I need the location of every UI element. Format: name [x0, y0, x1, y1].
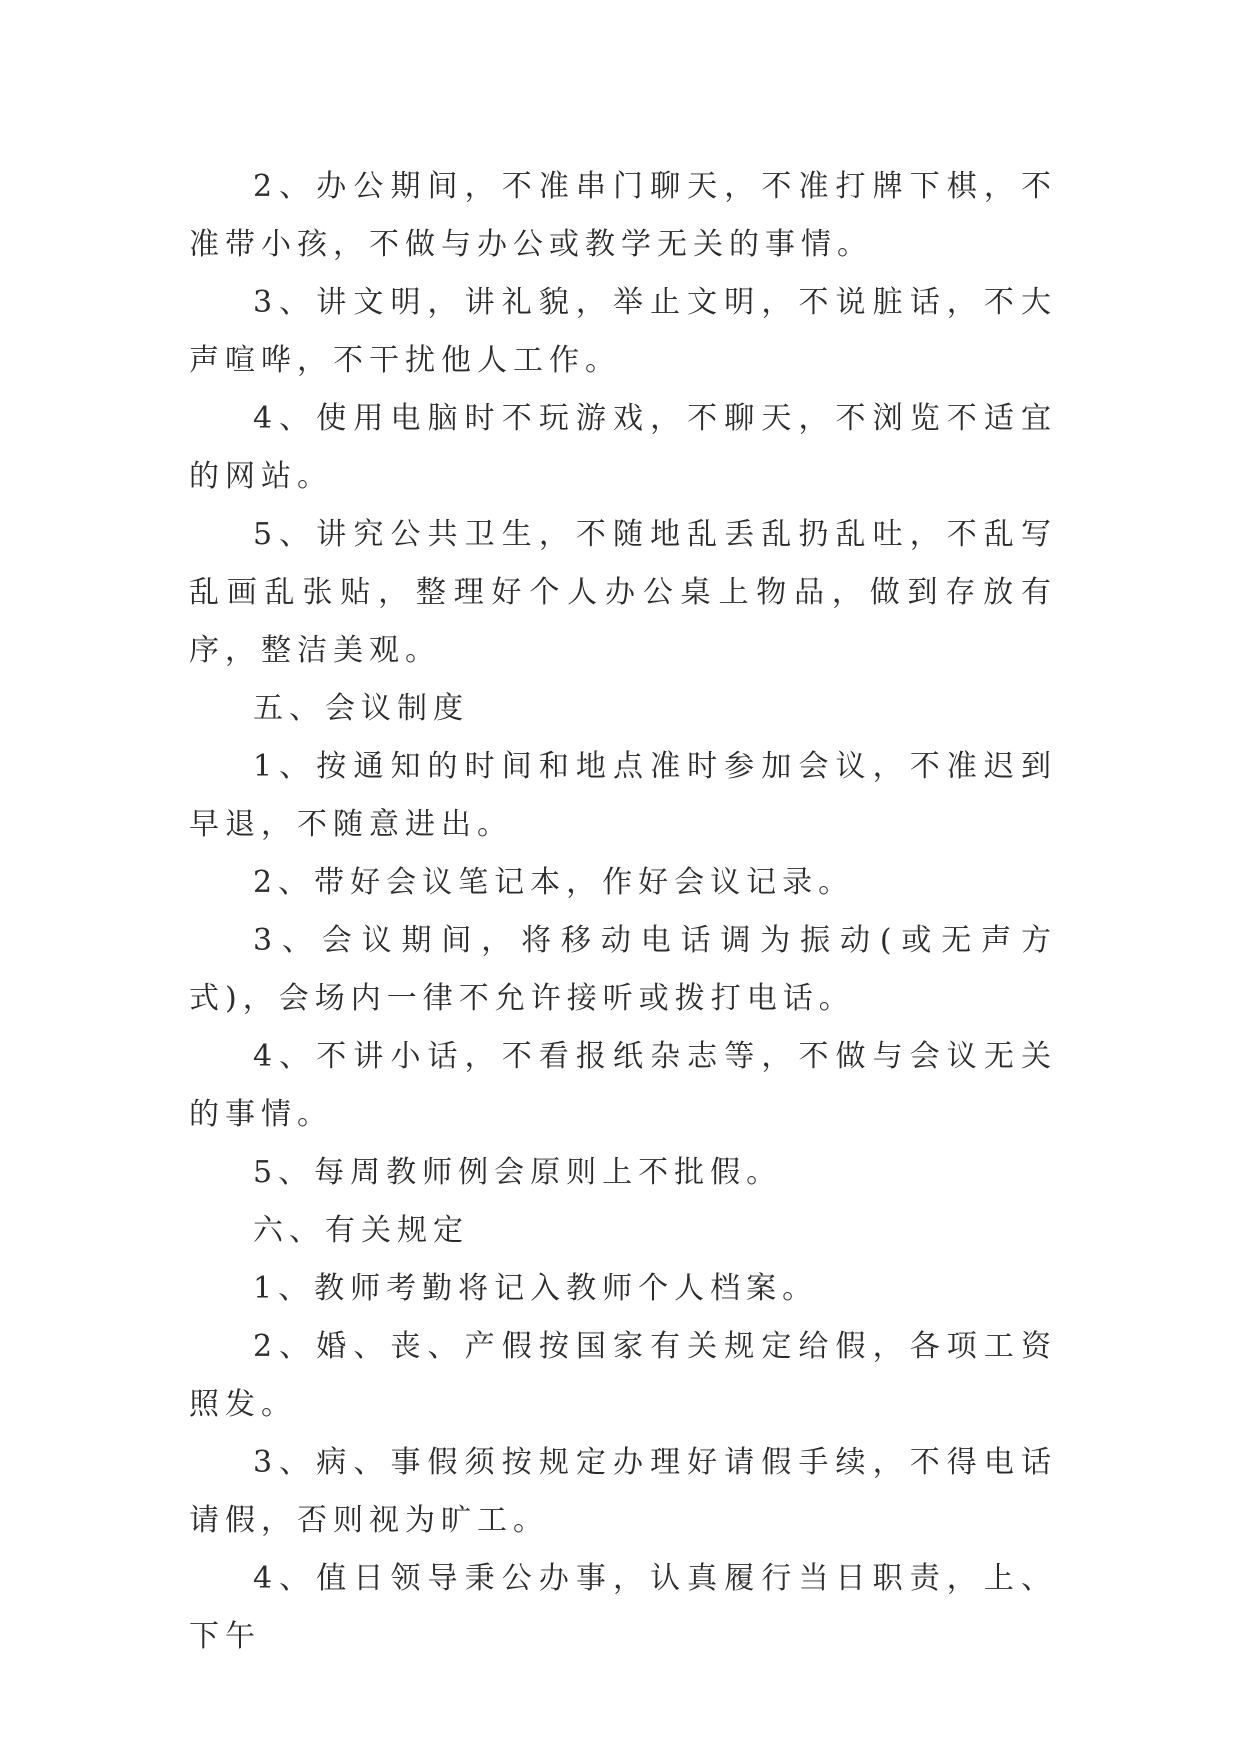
- paragraph: 2、带好会议笔记本，作好会议记录。: [253, 865, 855, 900]
- paragraph: 3、讲文明，讲礼貌，举止文明，不说脏话，不大声喧哗，不干扰他人工作。: [189, 285, 1057, 378]
- paragraph: 2、办公期间，不准串门聊天，不准打牌下棋，不准带小孩，不做与办公或教学无关的事情。: [189, 169, 1057, 262]
- paragraph: 3、会议期间，将移动电话调为振动(或无声方式)，会场内一律不允许接听或拨打电话。: [189, 923, 1057, 1016]
- paragraph: 2、婚、丧、产假按国家有关规定给假，各项工资照发。: [189, 1329, 1057, 1422]
- paragraph: 4、使用电脑时不玩游戏，不聊天，不浏览不适宜的网站。: [189, 401, 1057, 494]
- section-heading: 五、会议制度: [253, 691, 469, 726]
- paragraph: 5、讲究公共卫生，不随地乱丢乱扔乱吐，不乱写乱画乱张贴，整理好个人办公桌上物品，做到存放有序，整洁美观。: [189, 517, 1057, 668]
- section-heading: 六、有关规定: [253, 1213, 469, 1248]
- paragraph: 1、教师考勤将记入教师个人档案。: [253, 1271, 819, 1306]
- paragraph: 4、不讲小话，不看报纸杂志等，不做与会议无关的事情。: [189, 1039, 1057, 1132]
- paragraph: 5、每周教师例会原则上不批假。: [253, 1155, 783, 1190]
- paragraph: 1、按通知的时间和地点准时参加会议，不准迟到早退，不随意进出。: [189, 749, 1057, 842]
- paragraph: 3、病、事假须按规定办理好请假手续，不得电话请假，否则视为旷工。: [189, 1445, 1057, 1538]
- paragraph: 4、值日领导秉公办事，认真履行当日职责，上、下午: [189, 1561, 1057, 1654]
- document-body: [189, 158, 1057, 1666]
